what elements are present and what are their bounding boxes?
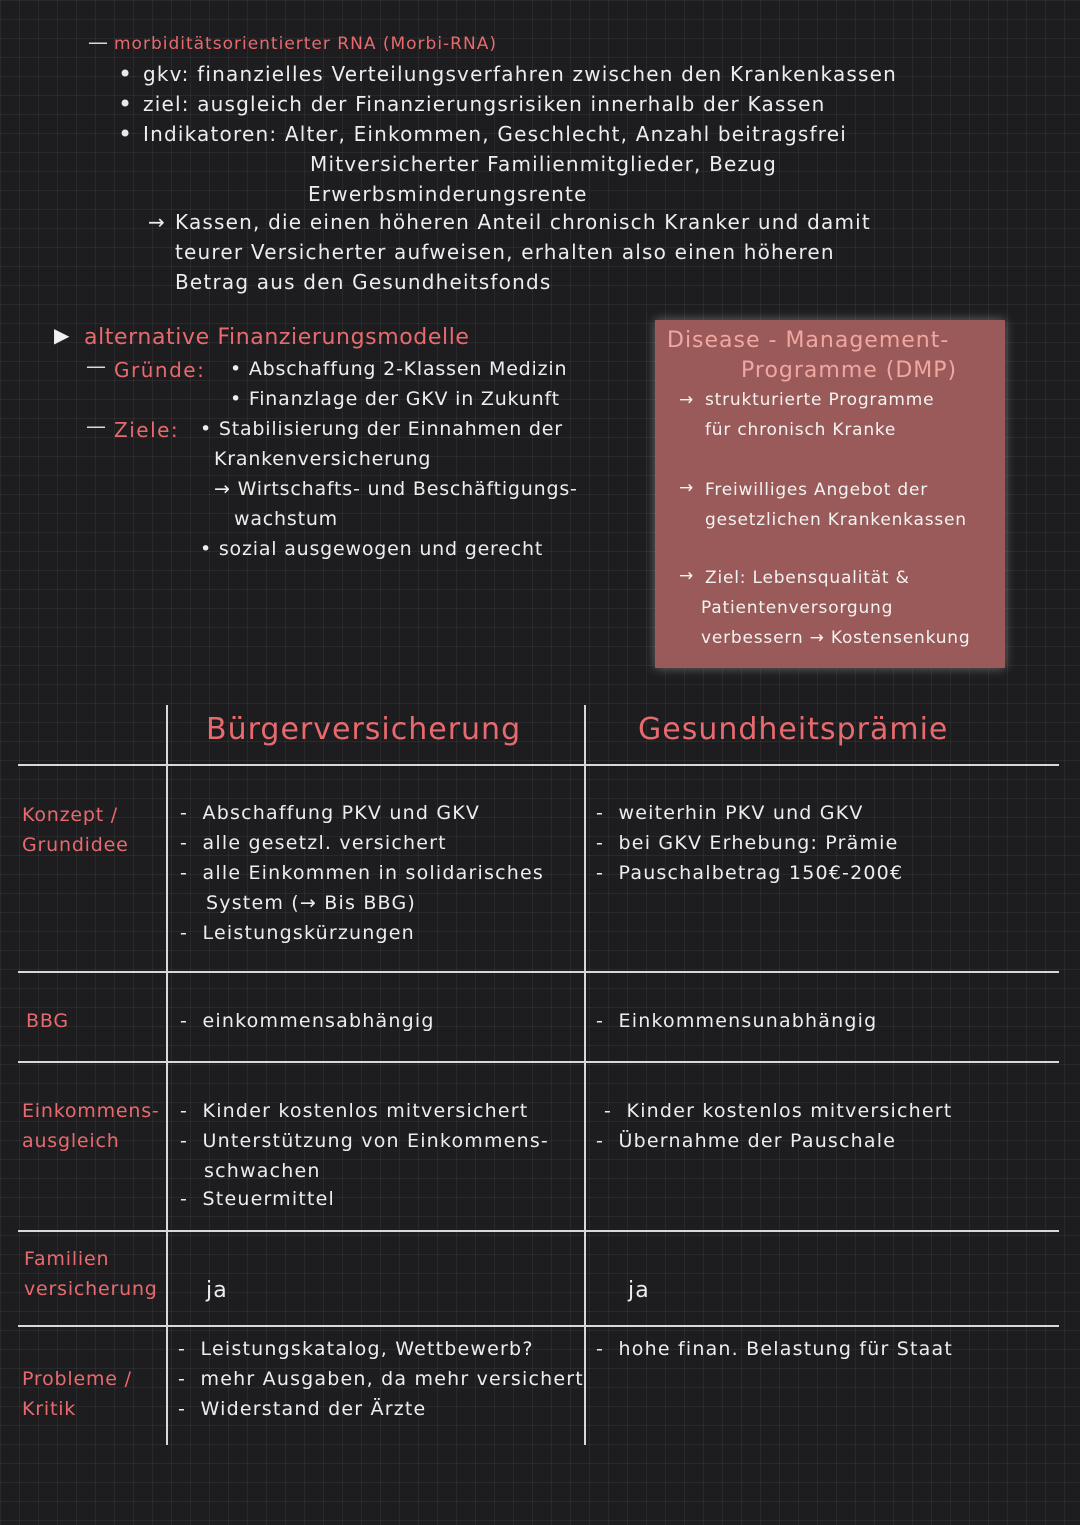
table-cell: - mehr Ausgaben, da mehr versichert [178, 1368, 584, 1390]
triangle-bullet-icon: ▶ [54, 323, 70, 347]
table-cell: - bei GKV Erhebung: Prämie [596, 832, 899, 854]
table-cell: - Leistungskürzungen [180, 922, 415, 944]
row-label: ausgleich [22, 1130, 120, 1152]
cell-text: Einkommensunabhängig [618, 1010, 878, 1032]
bullet-icon: • [118, 60, 133, 88]
table-cell: - Steuermittel [180, 1188, 336, 1210]
cell-text: Abschaffung PKV und GKV [202, 802, 481, 824]
dmp-line: gesetzlichen Krankenkassen [705, 510, 967, 530]
dmp-box [655, 320, 1005, 668]
table-cell: - Leistungskatalog, Wettbewerb? [178, 1338, 534, 1360]
cell-text: Übernahme der Pauschale [618, 1130, 897, 1152]
ziele-item: • sozial ausgewogen und gerecht [200, 538, 544, 560]
table-cell: - Abschaffung PKV und GKV [180, 802, 481, 824]
table-cell: - Kinder kostenlos mitversichert [180, 1100, 529, 1122]
table-cell: - Pauschalbetrag 150€-200€ [596, 862, 904, 884]
morbi-bullet: gkv: finanzielles Verteilungsverfahren zwischen den Krankenkassen [143, 62, 898, 86]
cell-text: Kinder kostenlos mitversichert [202, 1100, 529, 1122]
cell-text: hohe finan. Belastung für Staat [618, 1338, 953, 1360]
column-header-gesundheitspraemie: Gesundheitsprämie [638, 712, 949, 747]
table-cell: - alle Einkommen in solidarisches [180, 862, 544, 884]
dmp-line: Ziel: Lebensqualität & [705, 568, 910, 588]
dash-marker: — [88, 30, 108, 54]
table-divider [18, 1230, 1059, 1232]
cell-text: alle Einkommen in solidarisches [202, 862, 544, 884]
cell-text: ja [628, 1278, 650, 1303]
dmp-line: für chronisch Kranke [705, 420, 897, 440]
table-cell: - hohe finan. Belastung für Staat [596, 1338, 953, 1360]
row-label: Einkommens- [22, 1100, 160, 1122]
cell-text: Leistungskatalog, Wettbewerb? [200, 1338, 534, 1360]
table-cell: - Unterstützung von Einkommens- [180, 1130, 549, 1152]
cell-text: einkommensabhängig [202, 1010, 435, 1032]
dmp-line: Patientenversorgung [701, 598, 894, 618]
gruende-item: • Abschaffung 2-Klassen Medizin [230, 358, 568, 380]
table-divider [18, 971, 1059, 973]
arrow-icon: → [679, 566, 695, 586]
dmp-title: Disease - Management- [667, 328, 950, 353]
cell-text: alle gesetzl. versichert [202, 832, 447, 854]
cell-text: Steuermittel [202, 1188, 336, 1210]
morbi-arrow-line: Kassen, die einen höheren Anteil chronisch Kranker und damit [175, 210, 871, 234]
morbi-arrow-line: Betrag aus den Gesundheitsfonds [175, 270, 552, 294]
table-cell: - Übernahme der Pauschale [596, 1130, 897, 1152]
morbi-bullet: ziel: ausgleich der Finanzierungsrisiken innerhalb der Kassen [143, 92, 826, 116]
table-cell: - Kinder kostenlos mitversichert [604, 1100, 953, 1122]
gruende-text: Abschaffung 2-Klassen Medizin [248, 358, 568, 380]
table-divider [18, 1061, 1059, 1063]
row-label: Probleme / [22, 1368, 132, 1390]
ziele-item: → Wirtschafts- und Beschäftigungs- [214, 478, 578, 500]
arrow-icon: → [679, 390, 695, 410]
cell-text: Widerstand der Ärzte [200, 1398, 427, 1420]
gruende-text: Finanzlage der GKV in Zukunft [248, 388, 560, 410]
cell-text: weiterhin PKV und GKV [618, 802, 864, 824]
table-cell: - alle gesetzl. versichert [180, 832, 447, 854]
cell-text: Unterstützung von Einkommens- [202, 1130, 549, 1152]
cell-text: Leistungskürzungen [202, 922, 415, 944]
cell-text: System (→ Bis BBG) [206, 892, 416, 914]
cell-text: schwachen [204, 1160, 321, 1182]
ziele-text: Stabilisierung der Einnahmen der [218, 418, 563, 440]
row-label: BBG [26, 1010, 69, 1032]
dash-marker: — [86, 414, 106, 438]
ziele-text: wachstum [234, 508, 338, 530]
row-label: Grundidee [22, 834, 129, 856]
dmp-line: Freiwilliges Angebot der [705, 480, 929, 500]
bullet-icon: • [118, 120, 133, 148]
dash-marker: — [86, 354, 106, 378]
dmp-title: Programme (DMP) [741, 358, 958, 383]
cell-text: Kinder kostenlos mitversichert [626, 1100, 953, 1122]
table-divider [18, 764, 1059, 766]
row-label: Familien [24, 1248, 110, 1270]
alt-heading: alternative Finanzierungsmodelle [84, 325, 470, 350]
table-divider [18, 1325, 1059, 1327]
ziele-text: Krankenversicherung [214, 448, 432, 470]
morbi-arrow-line: teurer Versicherter aufweisen, erhalten also einen höheren [175, 240, 835, 264]
table-cell: - einkommensabhängig [180, 1010, 435, 1032]
cell-text: ja [206, 1278, 228, 1303]
ziele-label: Ziele: [114, 418, 180, 442]
table-cell: - Einkommensunabhängig [596, 1010, 878, 1032]
ziele-text: sozial ausgewogen und gerecht [218, 538, 544, 560]
table-divider [584, 705, 586, 1445]
table-divider [166, 705, 168, 1445]
morbi-heading: morbiditätsorientierter RNA (Morbi-RNA) [114, 34, 497, 54]
cell-text: bei GKV Erhebung: Prämie [618, 832, 899, 854]
row-label: Konzept / [22, 804, 118, 826]
indicator-continuation: Erwerbsminderungsrente [308, 182, 588, 206]
indicator-continuation: Mitversicherter Familienmitglieder, Bezug [310, 152, 778, 176]
dmp-line: verbessern → Kostensenkung [701, 628, 971, 648]
gruende-label: Gründe: [114, 358, 206, 382]
arrow-icon: → [148, 210, 166, 234]
ziele-item: • Stabilisierung der Einnahmen der [200, 418, 563, 440]
column-header-buergerversicherung: Bürgerversicherung [206, 712, 522, 747]
arrow-icon: → [679, 478, 695, 498]
row-label: Kritik [22, 1398, 77, 1420]
row-label: versicherung [24, 1278, 158, 1300]
table-cell: - Widerstand der Ärzte [178, 1398, 427, 1420]
morbi-bullet: Indikatoren: Alter, Einkommen, Geschlecht, Anzahl beitragsfrei [143, 122, 847, 146]
gruende-item: • Finanzlage der GKV in Zukunft [230, 388, 560, 410]
table-cell: - weiterhin PKV und GKV [596, 802, 864, 824]
bullet-icon: • [118, 90, 133, 118]
dmp-line: strukturierte Programme [705, 390, 935, 410]
cell-text: Pauschalbetrag 150€-200€ [618, 862, 904, 884]
cell-text: mehr Ausgaben, da mehr versichert [200, 1368, 584, 1390]
ziele-text: Wirtschafts- und Beschäftigungs- [237, 478, 578, 500]
